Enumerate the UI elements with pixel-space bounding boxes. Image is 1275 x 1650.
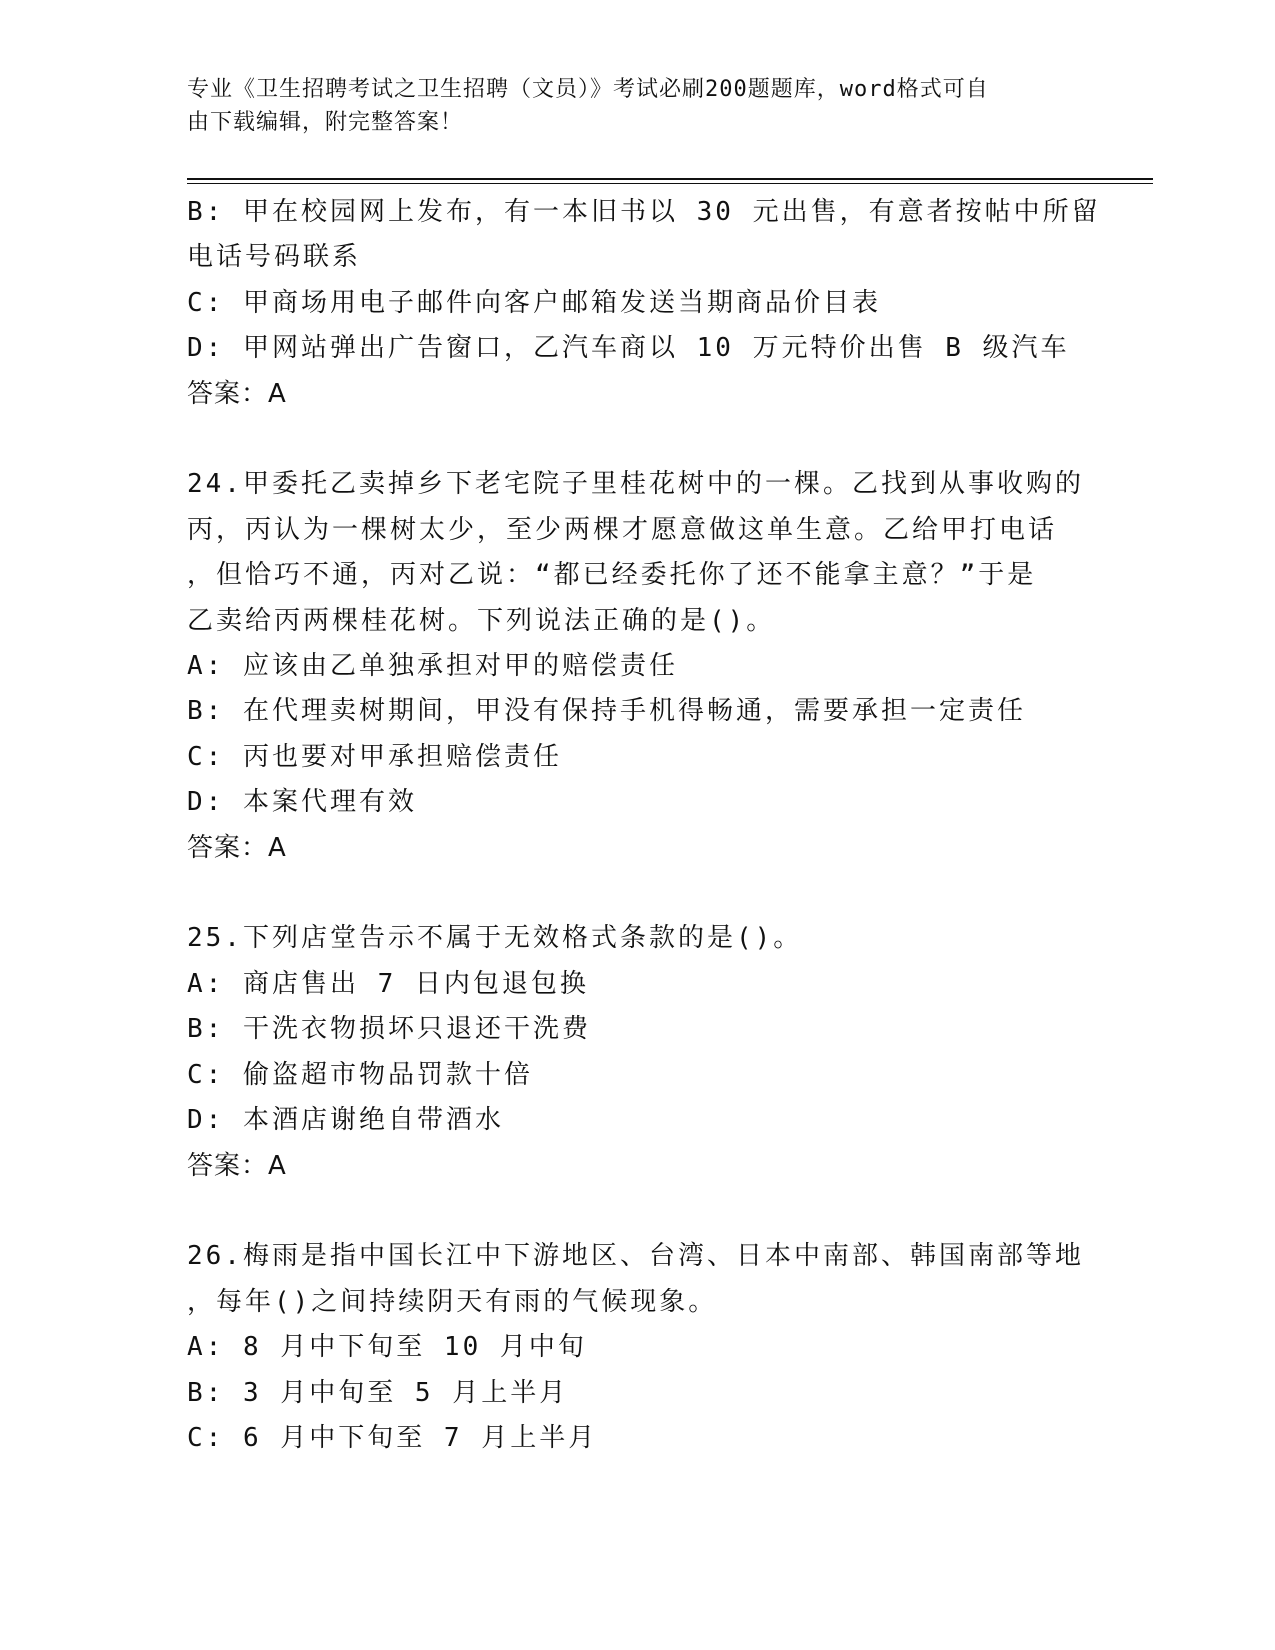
option-d: D: 本酒店谢绝自带酒水: [187, 1105, 504, 1136]
option-b-line-2: 电话号码联系: [187, 242, 362, 273]
option-b-line-1: B: 甲在校园网上发布，有一本旧书以 30 元出售，有意者按帖中所留: [187, 197, 1101, 227]
question-26: [187, 1234, 1087, 1461]
answer: 答案：A: [187, 378, 287, 409]
question-stem-line-2: 丙，丙认为一棵树太少，至少两棵才愿意做这单生意。乙给甲打电话: [187, 514, 1058, 545]
answer: 答案：A: [187, 1150, 287, 1181]
question-stem-line-2: ，每年()之间持续阴天有雨的气候现象。: [187, 1286, 718, 1317]
question-stem-line-1: 24.甲委托乙卖掉乡下老宅院子里桂花树中的一棵。乙找到从事收购的: [187, 469, 1084, 500]
question-23: [187, 190, 1101, 417]
spacer: [187, 417, 1087, 462]
option-a: A: 应该由乙单独承担对甲的赔偿责任: [187, 651, 678, 682]
option-c: C: 偷盗超市物品罚款十倍: [187, 1059, 533, 1090]
spacer: [187, 1189, 1087, 1234]
question-24: [187, 462, 1087, 871]
option-d: D: 本案代理有效: [187, 787, 417, 818]
option-c: C: 丙也要对甲承担赔偿责任: [187, 741, 562, 772]
option-c: C: 甲商场用电子邮件向客户邮箱发送当期商品价目表: [187, 287, 881, 318]
option-a: A: 8 月中下旬至 10 月中旬: [187, 1332, 587, 1363]
header-line-2: 由下载编辑，附完整答案！: [187, 110, 464, 135]
answer: 答案：A: [187, 832, 287, 863]
spacer: [187, 871, 1087, 916]
option-d: D: 甲网站弹出广告窗口，乙汽车商以 10 万元特价出售 B 级汽车: [187, 333, 1070, 364]
option-c: C: 6 月中下旬至 7 月上半月: [187, 1422, 598, 1453]
document-header: [187, 73, 1067, 139]
question-stem-line-4: 乙卖给丙两棵桂花树。下列说法正确的是()。: [187, 605, 776, 636]
question-25: [187, 916, 1087, 1188]
option-b: B: 干洗衣物损坏只退还干洗费: [187, 1014, 591, 1045]
header-divider: [187, 178, 1153, 184]
question-list: [187, 190, 1101, 1461]
question-stem-line-1: 25.下列店堂告示不属于无效格式条款的是()。: [187, 923, 803, 954]
question-stem-line-1: 26.梅雨是指中国长江中下游地区、台湾、日本中南部、韩国南部等地: [187, 1241, 1084, 1272]
option-a: A: 商店售出 7 日内包退包换: [187, 968, 589, 999]
option-b: B: 在代理卖树期间，甲没有保持手机得畅通，需要承担一定责任: [187, 696, 1026, 727]
header-line-1: 专业《卫生招聘考试之卫生招聘（文员）》考试必刷200题题库，word格式可自: [187, 77, 989, 102]
question-stem-line-3: ，但恰巧不通，丙对乙说：“都已经委托你了还不能拿主意？”于是: [187, 560, 1037, 591]
option-b: B: 3 月中旬至 5 月上半月: [187, 1377, 569, 1408]
